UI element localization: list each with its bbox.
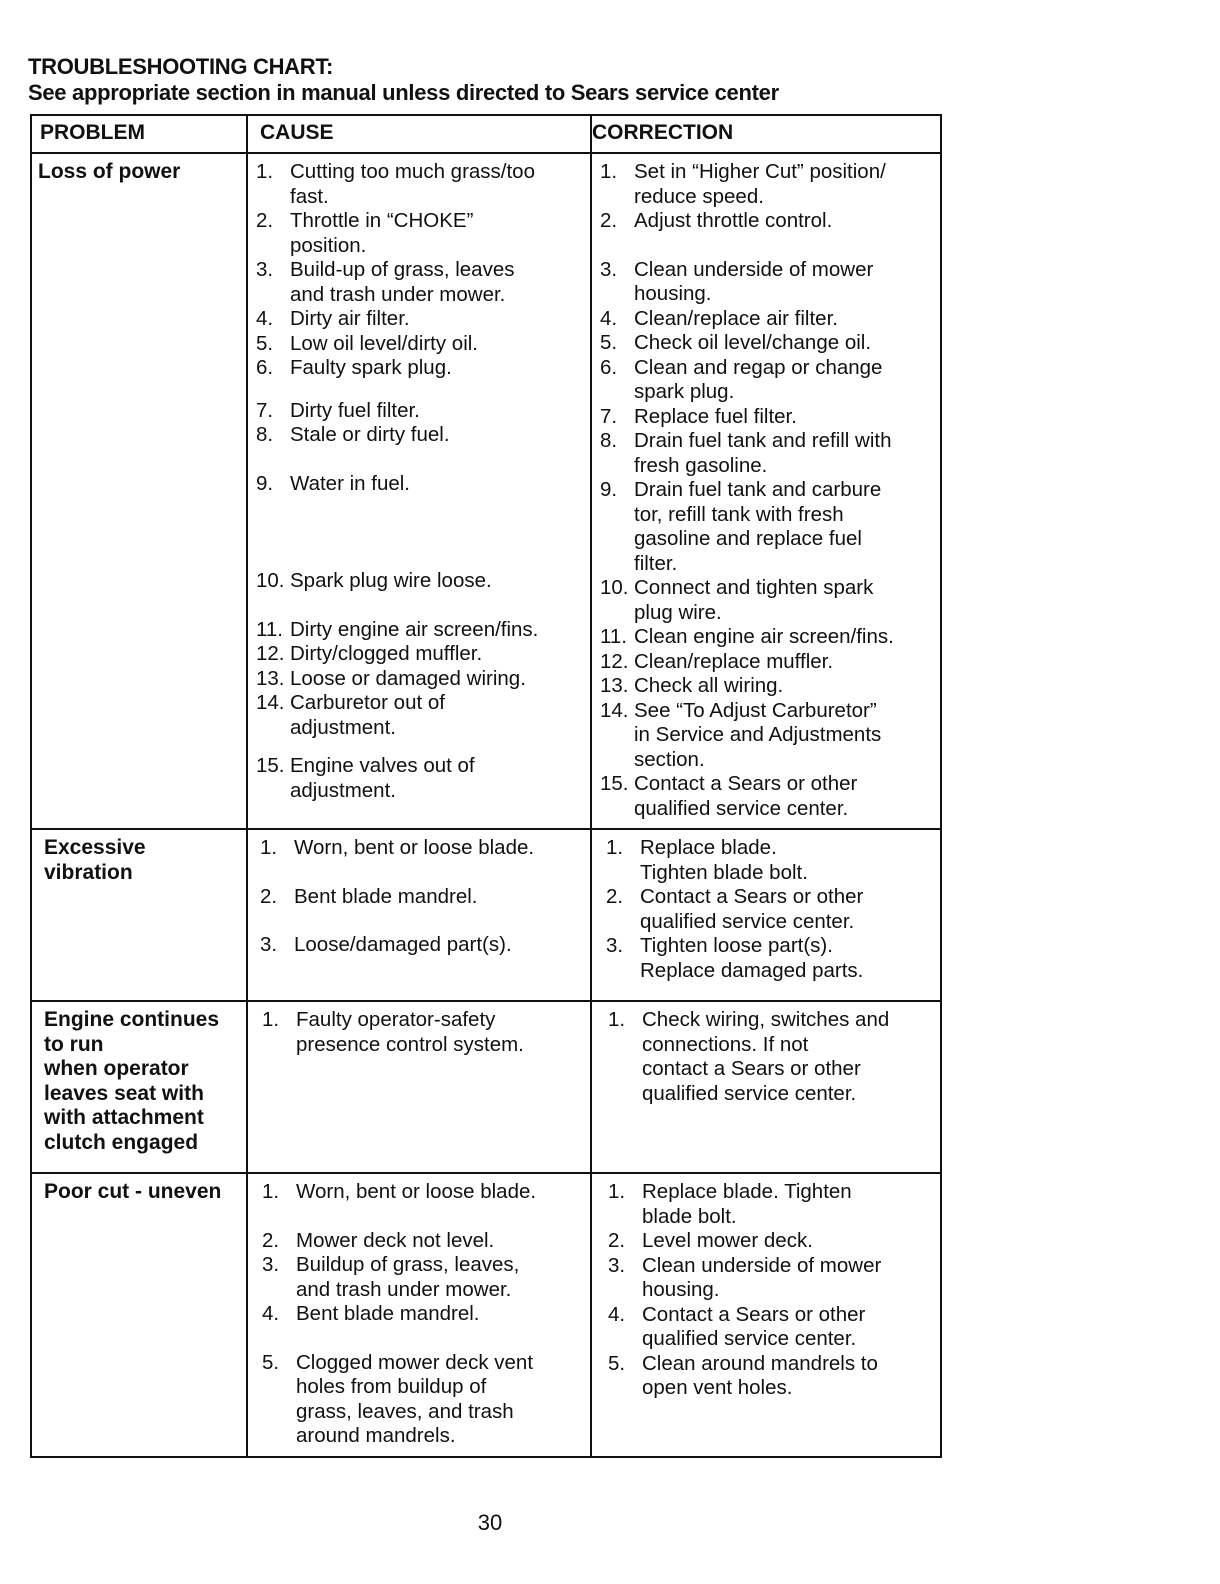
item-number: 5. [256,331,274,355]
item-number: 7. [600,404,618,428]
cause-item [256,754,538,803]
item-number: 15. [600,772,629,795]
correction-item [608,1180,881,1229]
item-number: 2. [600,209,618,232]
item-number: 11. [600,625,627,648]
table-header-row [30,114,942,152]
item-line: Worn, bent or loose blade. [294,836,535,859]
item-line: spark plug. [634,380,735,403]
problem-line: to run [44,1032,104,1056]
item-number: 4. [262,1302,280,1325]
item-line: Faulty operator-safety [296,1008,496,1031]
item-line: adjustment. [290,715,396,739]
cause-item [262,1008,524,1057]
problem-line: with attachment [44,1106,204,1129]
item-line: qualified service center. [640,909,855,933]
item-line: Tighten blade bolt. [640,860,808,884]
item-line: Clean underside of mower [634,257,874,281]
cause-item [256,423,538,448]
item-number: 5. [600,331,618,354]
correction-item [608,1352,881,1401]
item-number: 2. [260,884,278,908]
item-number: 4. [600,306,618,330]
item-line: gasoline and replace fuel [634,527,862,550]
header-cause: CAUSE [260,121,334,144]
cause-item [256,618,538,643]
correction-list [600,154,894,821]
problem-line: Loss of power [38,160,181,183]
item-line: Bent blade mandrel. [296,1302,480,1325]
item-line: Water in fuel. [290,471,411,495]
item-line: Clean underside of mower [642,1253,882,1277]
item-line: Throttle in “CHOKE” [290,209,474,232]
item-line: section. [634,747,705,771]
item-line: reduce speed. [634,184,764,208]
item-line: grass, leaves, and trash [296,1399,514,1423]
correction-item [600,331,894,356]
item-line: housing. [642,1278,720,1301]
item-line: filter. [634,551,678,575]
item-line: Cutting too much grass/too [290,160,535,183]
item-number: 1. [256,160,274,183]
cause-item [256,642,538,667]
item-number: 2. [262,1228,280,1252]
correction-item [606,934,863,983]
item-number: 1. [606,836,624,859]
item-number: 5. [608,1351,626,1375]
item-line: Bent blade mandrel. [294,884,478,908]
table-row [30,828,942,1000]
item-line: Check all wiring. [634,674,784,697]
item-line: Replace blade. [640,836,777,859]
item-number: 6. [256,356,274,379]
item-line: plug wire. [634,600,722,624]
problem-cell [38,154,180,185]
item-line: Clean around mandrels to [642,1351,878,1375]
item-number: 2. [606,885,624,908]
cause-item [262,1253,536,1302]
item-number: 8. [256,423,274,446]
problem-line: Poor cut - uneven [44,1180,222,1203]
item-line: Worn, bent or loose blade. [296,1180,537,1203]
correction-item [608,1254,881,1303]
item-line: Check wiring, switches and [642,1008,890,1031]
correction-item [606,885,863,934]
item-line: in Service and Adjustments [634,723,882,746]
item-number: 3. [262,1253,280,1276]
item-line: holes from buildup of [296,1375,487,1398]
item-number: 5. [262,1350,280,1374]
cause-item [256,569,538,594]
item-line: Faulty spark plug. [290,356,452,379]
item-number: 11. [256,617,283,641]
item-line: Stale or dirty fuel. [290,423,450,446]
item-number: 14. [600,698,629,722]
item-line: Mower deck not level. [296,1228,495,1252]
header-problem: PROBLEM [40,121,145,144]
item-number: 1. [260,836,278,859]
item-number: 9. [256,471,274,495]
item-line: Replace fuel filter. [634,404,797,428]
correction-list [608,1002,889,1106]
correction-item [600,356,894,405]
item-line: tor, refill tank with fresh [634,502,844,526]
cause-item [260,933,534,958]
problem-cell [44,830,146,885]
item-number: 10. [256,569,285,592]
item-number: 3. [260,933,278,956]
correction-item [600,258,894,307]
correction-item [600,478,894,576]
correction-list [608,1174,881,1401]
correction-item [608,1229,881,1254]
cause-list [260,830,534,958]
item-number: 4. [256,307,274,330]
item-line: Contact a Sears or other [642,1302,866,1326]
item-number: 3. [256,258,274,281]
correction-item [600,772,894,821]
cause-item [262,1351,536,1449]
item-line: Set in “Higher Cut” position/ [634,160,886,183]
correction-item [600,160,894,209]
cause-item [260,885,534,910]
item-line: See “To Adjust Carburetor” [634,698,877,722]
table-row [30,152,942,828]
cause-item [256,356,538,381]
item-line: Dirty/clogged muffler. [290,642,483,665]
correction-item [600,650,894,675]
item-line: Loose/damaged part(s). [294,933,512,956]
cause-item [256,160,538,209]
correction-item [600,209,894,234]
item-line: and trash under mower. [290,282,506,306]
item-line: around mandrels. [296,1424,456,1447]
item-line: fast. [290,184,329,208]
item-number: 9. [600,478,618,501]
item-number: 3. [600,257,618,281]
item-line: Dirty engine air screen/fins. [290,617,539,641]
cause-list [256,154,538,803]
item-line: Dirty air filter. [290,307,410,330]
correction-item [600,625,894,650]
item-number: 3. [608,1253,626,1277]
item-line: Connect and tighten spark [634,576,874,599]
item-number: 1. [600,160,618,183]
cause-item [256,691,538,740]
cause-item [256,307,538,332]
problem-line: vibration [44,860,133,884]
item-number: 4. [608,1302,626,1326]
item-number: 15. [256,754,285,777]
correction-item [606,836,863,885]
item-line: housing. [634,282,712,305]
item-number: 3. [606,934,624,957]
table-row [30,1172,942,1458]
item-line: position. [290,233,367,257]
item-line: Tighten loose part(s). [640,934,833,957]
item-line: connections. If not [642,1032,809,1056]
cause-item [256,332,538,357]
item-line: Clogged mower deck vent [296,1350,534,1374]
correction-item [600,576,894,625]
correction-item [608,1008,889,1106]
page-number: 30 [477,1510,503,1535]
item-number: 12. [600,649,629,673]
cause-item [256,209,538,258]
item-number: 6. [600,355,618,379]
item-line: adjustment. [290,778,396,802]
table-row [30,1000,942,1172]
cause-item [262,1302,536,1327]
item-line: Drain fuel tank and refill with [634,429,892,452]
item-line: Build-up of grass, leaves [290,258,515,281]
item-line: presence control system. [296,1032,524,1056]
correction-item [600,307,894,332]
problem-line: leaves seat with [44,1081,204,1105]
problem-line: Excessive [44,836,146,859]
troubleshooting-table [30,114,942,1458]
item-line: Contact a Sears or other [640,885,864,908]
correction-item [600,699,894,773]
correction-item [600,674,894,699]
correction-item [600,429,894,478]
item-line: Adjust throttle control. [634,209,833,232]
cause-item [262,1180,536,1205]
cause-list [262,1174,536,1449]
item-line: blade bolt. [642,1204,737,1228]
item-line: Check oil level/change oil. [634,331,872,354]
problem-cell [44,1174,221,1205]
item-number: 7. [256,398,274,422]
cause-list [262,1002,524,1057]
item-line: fresh gasoline. [634,453,768,477]
item-number: 1. [608,1180,626,1203]
item-line: Dirty fuel filter. [290,398,420,422]
item-line: qualified service center. [642,1081,857,1105]
item-number: 1. [608,1008,626,1031]
cause-item [256,667,538,692]
item-line: Drain fuel tank and carbure [634,478,882,501]
item-line: contact a Sears or other [642,1057,861,1080]
cause-item [256,399,538,424]
problem-line: Engine continues [44,1008,220,1031]
item-line: Clean/replace air filter. [634,306,838,330]
item-number: 13. [600,674,629,697]
item-line: Level mower deck. [642,1229,813,1252]
item-line: Low oil level/dirty oil. [290,331,478,355]
item-line: Spark plug wire loose. [290,569,492,592]
item-number: 12. [256,642,285,665]
chart-title: TROUBLESHOOTING CHART: [28,54,334,79]
item-line: and trash under mower. [296,1277,512,1301]
item-number: 14. [256,691,285,714]
item-number: 1. [262,1180,280,1203]
cause-item [262,1229,536,1254]
cause-item [256,258,538,307]
item-line: qualified service center. [642,1327,857,1350]
header-correction: CORRECTION [592,121,734,144]
item-number: 1. [262,1008,280,1031]
item-line: Clean/replace muffler. [634,649,834,673]
item-line: Contact a Sears or other [634,772,858,795]
problem-line: when operator [44,1057,189,1080]
item-line: Replace damaged parts. [640,958,864,982]
item-number: 2. [608,1229,626,1252]
problem-line: clutch engaged [44,1130,199,1154]
item-line: Clean engine air screen/fins. [634,625,894,648]
item-line: Loose or damaged wiring. [290,666,526,690]
item-line: Carburetor out of [290,691,445,714]
item-line: Engine valves out of [290,754,475,777]
cause-item [256,472,538,497]
correction-item [608,1303,881,1352]
chart-subtitle: See appropriate section in manual unless directed to Sears service center [28,80,779,105]
correction-list [606,830,863,983]
correction-item [600,405,894,430]
item-number: 8. [600,429,618,452]
item-number: 2. [256,209,274,232]
item-line: open vent holes. [642,1376,793,1399]
item-line: Buildup of grass, leaves, [296,1253,520,1276]
item-line: qualified service center. [634,796,849,820]
item-line: Replace blade. Tighten [642,1180,852,1203]
problem-cell [44,1002,219,1155]
item-line: Clean and regap or change [634,355,883,379]
item-number: 13. [256,666,285,690]
item-number: 10. [600,576,629,599]
cause-item [260,836,534,861]
